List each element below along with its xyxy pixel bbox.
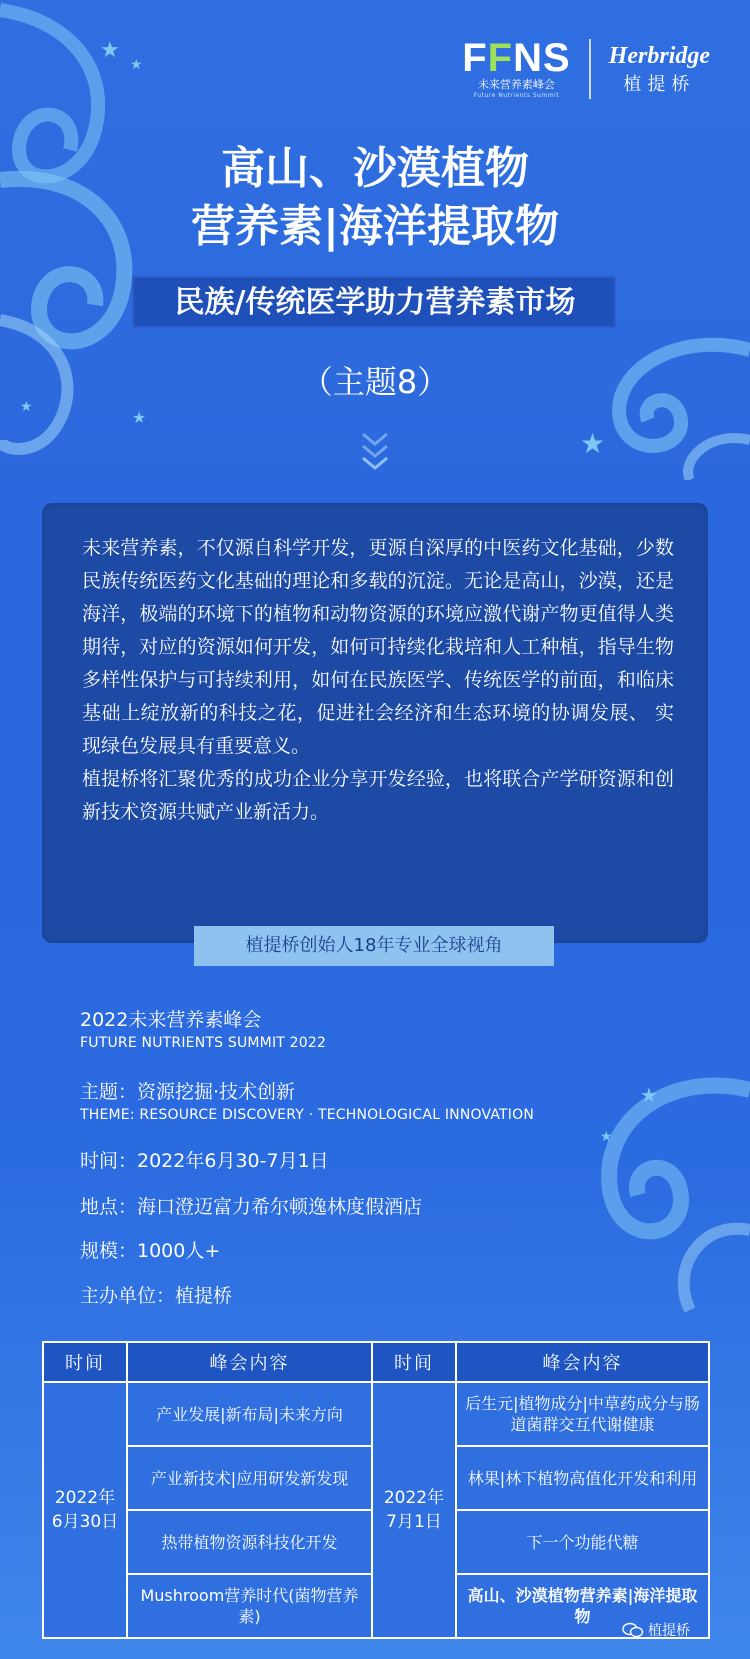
table-cell: Mushroom营养时代(菌物营养素) bbox=[127, 1574, 372, 1638]
table-cell: 产业发展|新布局|未来方向 bbox=[127, 1382, 372, 1446]
summit-name-en: FUTURE NUTRIENTS SUMMIT 2022 bbox=[80, 1035, 327, 1051]
logo-divider bbox=[589, 39, 591, 99]
page-title bbox=[0, 140, 750, 256]
table-cell: 热带植物资源科技化开发 bbox=[127, 1510, 372, 1574]
founder-perspective-badge: 植提桥创始人18年专业全球视角 bbox=[194, 926, 554, 966]
summit-organizer: 主办单位：植提桥 bbox=[80, 1285, 233, 1307]
summit-time: 时间：2022年6月30-7月1日 bbox=[80, 1150, 329, 1172]
table-header-row bbox=[43, 1342, 709, 1382]
day2-date: 2022年 7月1日 bbox=[372, 1382, 456, 1638]
theme-number: （主题8） bbox=[300, 363, 450, 401]
title-line-2: 营养素|海洋提取物 bbox=[190, 201, 560, 252]
watermark-text: 植提桥 bbox=[648, 1623, 690, 1639]
header-content: 峰会内容 bbox=[456, 1342, 709, 1382]
table-cell: 产业新技术|应用研发新发现 bbox=[127, 1446, 372, 1510]
bottom-right-swirl-decoration bbox=[520, 1060, 750, 1320]
wechat-watermark bbox=[622, 1620, 690, 1640]
page-subtitle: 民族/传统医学助力营养素市场 bbox=[174, 285, 576, 320]
day1-date: 2022年 6月30日 bbox=[43, 1382, 127, 1638]
star-icon: ★ bbox=[100, 38, 120, 63]
herbridge-logo-mark: Herbridge bbox=[608, 42, 710, 69]
star-icon: ★ bbox=[132, 408, 147, 427]
table-cell: 后生元|植物成分|中草药成分与肠道菌群交互代谢健康 bbox=[456, 1382, 709, 1446]
star-icon: ★ bbox=[20, 399, 33, 415]
header-time: 时间 bbox=[372, 1342, 456, 1382]
ffns-logo-mark: FFNS bbox=[462, 36, 571, 80]
header-logos bbox=[462, 38, 710, 100]
herbridge-logo-chinese: 植提桥 bbox=[623, 73, 696, 94]
table-row bbox=[43, 1382, 709, 1446]
header-content: 峰会内容 bbox=[127, 1342, 372, 1382]
description-paragraph-1: 未来营养素，不仅源自科学开发，更源自深厚的中医药文化基础，少数民族传统医药文化基础的理论和多载的沉淀。无论是高山，沙漠，还是海洋，极端的环境下的植物和动物资源的环境应激代谢产物更值得人类期待，对应的资源如何开发，如何可持续化栽培和人工种植，指导生物多样性保护与可持续利用，如何在民族医学、传统医学的前面，和临床基础上绽放新的科技之花，促进社会经济和生态环境的协调发展、 实现绿色发展具有重要意义。 bbox=[82, 537, 674, 757]
star-icon: ★ bbox=[640, 1083, 658, 1107]
table-cell: 林果|林下植物高值化开发和利用 bbox=[456, 1446, 709, 1510]
title-line-1: 高山、沙漠植物 bbox=[221, 143, 529, 194]
description-text bbox=[82, 532, 674, 829]
summit-venue: 地点：海口澄迈富力希尔顿逸林度假酒店 bbox=[80, 1196, 423, 1218]
description-paragraph-2: 植提桥将汇聚优秀的成功企业分享开发经验，也将联合产学研资源和创新技术资源共赋产业新活力。 bbox=[82, 768, 674, 823]
right-swirl-decoration bbox=[540, 330, 750, 480]
table-cell-highlight: 高山、沙漠植物营养素|海洋提取物 bbox=[456, 1574, 709, 1638]
wechat-icon bbox=[622, 1622, 644, 1638]
summit-theme-cn: 主题：资源挖掘·技术创新 bbox=[80, 1081, 296, 1103]
header-time: 时间 bbox=[43, 1342, 127, 1382]
star-icon: ★ bbox=[580, 427, 606, 460]
schedule-table bbox=[42, 1341, 710, 1639]
summit-scale: 规模：1000人+ bbox=[80, 1240, 221, 1262]
chevron-down-icon bbox=[357, 430, 393, 472]
summit-name-cn: 2022未来营养素峰会 bbox=[80, 1009, 262, 1031]
ffns-logo-subtitle: 未来营养素峰会 bbox=[477, 78, 555, 91]
summit-theme-en: THEME: RESOURCE DISCOVERY · TECHNOLOGICAL INNOVATION bbox=[80, 1107, 535, 1123]
star-icon: ★ bbox=[600, 1129, 613, 1145]
ffns-logo-english: Future Nutrients Summit bbox=[473, 92, 560, 99]
star-icon: ★ bbox=[130, 57, 143, 73]
ffns-logo bbox=[462, 38, 570, 100]
herbridge-logo bbox=[609, 43, 710, 96]
table-cell: 下一个功能代糖 bbox=[456, 1510, 709, 1574]
